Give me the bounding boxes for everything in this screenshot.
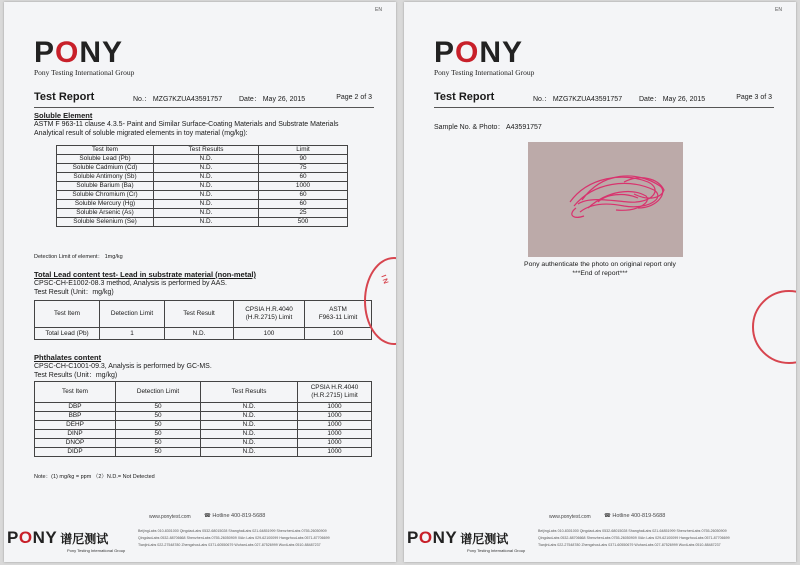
table-cell: Soluble Chromium (Cr) — [57, 191, 154, 200]
table-row — [35, 448, 372, 457]
report-number: No.： MZG7KZUA43591757 — [533, 96, 623, 103]
text-span: XiAn Labs 029-62100099 — [637, 536, 679, 540]
table-cell: 1000 — [298, 403, 372, 412]
table-cell: N.D. — [154, 191, 259, 200]
text-span: NY — [79, 36, 124, 69]
text-span: BeijingLabs 010-8301000 — [138, 529, 179, 533]
text-span: (H.R.2715) Limit — [245, 314, 293, 321]
table-cell: Soluble Barium (Ba) — [57, 182, 154, 191]
table-cell: 1000 — [298, 439, 372, 448]
table-cell: 1000 — [259, 182, 348, 191]
section-title: Phthalates content — [34, 353, 102, 362]
sample-label: Sample No. & Photo： A43591757 — [434, 124, 542, 131]
table-cell: 90 — [259, 155, 348, 164]
table-row — [35, 439, 372, 448]
phthalates-table — [34, 381, 372, 457]
table-cell: N.D. — [201, 412, 298, 421]
logo-subtitle: Pony Testing International Group — [434, 68, 535, 77]
report-header — [434, 91, 772, 105]
table-cell: Soluble Arsenic (As) — [57, 209, 154, 218]
table-cell: N.D. — [201, 403, 298, 412]
photo-caption: Pony authenticate the photo on original report only — [524, 261, 676, 268]
table-cell: Test Item — [35, 301, 100, 328]
section-method: CPSC-CH-C1001-09.3, Analysis is performed by GC-MS. — [34, 363, 212, 370]
text-span: QingdaoLabs 0532-88706668 — [138, 536, 186, 540]
text-span: HangzhouLabs 0571-87706699 — [679, 536, 730, 540]
footer-lab-list — [138, 528, 388, 549]
table-cell: Soluble Antimony (Sb) — [57, 173, 154, 182]
text-span: WuxiLabs 0510-88487237 — [278, 543, 321, 547]
stamp-text: IN — [379, 274, 390, 287]
text-span: HangzhouLabs 0571-87706699 — [279, 536, 330, 540]
table-cell: 500 — [259, 218, 348, 227]
text-span: 谱尼测试 — [60, 532, 109, 546]
pony-logo — [34, 36, 135, 77]
text-span: CPSIA H.R.4040 — [310, 384, 359, 391]
text-span: P — [34, 36, 56, 69]
text-span: P — [434, 36, 456, 69]
section-title: Total Lead content test- Lead in substrate material (non-metal) — [34, 270, 256, 279]
text-span: QingdaoLabs 0532-68015028 — [179, 529, 228, 533]
table-cell: N.D. — [201, 439, 298, 448]
text-span: ShanghaiLabs 021-64851999 — [228, 529, 276, 533]
table-cell: 100 — [305, 328, 372, 340]
text-span: ShanghaiLabs 021-64851999 — [628, 529, 676, 533]
footer-logo — [407, 530, 525, 553]
text-span: O — [418, 528, 433, 547]
table-cell: 1 — [100, 328, 165, 340]
table-row — [35, 328, 372, 340]
text-span: ZhengzhouLabs 0371-60550679 — [581, 543, 634, 547]
section-method: ASTM F 963-11 clause 4.3.5- Paint and Similar Surface-Coating Materials and Substrate Materials — [34, 121, 339, 128]
report-title: Test Report — [34, 91, 95, 103]
table-cell: 50 — [116, 430, 201, 439]
pink-cord-image — [528, 142, 683, 257]
text-span: CPSIA H.R.4040 — [245, 306, 293, 313]
sample-photo — [528, 142, 683, 257]
table-row — [57, 218, 348, 227]
report-header — [34, 91, 372, 105]
section-unit: Test Results (Unit：mg/kg) — [34, 372, 118, 379]
report-date: Date： May 26, 2015 — [239, 96, 306, 103]
text-span: TianjinLabs 022-27548780 — [538, 543, 581, 547]
footer-website: www.ponytest.com — [149, 514, 191, 520]
text-span: O — [55, 36, 80, 69]
table-cell: N.D. — [154, 164, 259, 173]
section-method: CPSC-CH-E1002-08.3 method, Analysis is performed by AAS. — [34, 280, 227, 287]
table-cell: Test Results — [154, 146, 259, 155]
table-cell: DINP — [35, 430, 116, 439]
text-span: TianjinLabs 022-27548780 — [138, 543, 181, 547]
section-intro: Analytical result of soluble migrated elements in toy material (mg/kg): — [34, 130, 248, 137]
table-cell: Soluble Mercury (Hg) — [57, 200, 154, 209]
table-cell: 50 — [116, 403, 201, 412]
table-header-row — [35, 301, 372, 328]
pony-logo — [434, 36, 535, 77]
table-cell: 1000 — [298, 430, 372, 439]
text-span: ShenzhenLabs 0755-26050909 — [676, 529, 727, 533]
report-number: No.： MZG7KZUA43591757 — [133, 96, 223, 103]
table-row — [35, 430, 372, 439]
table-row — [57, 155, 348, 164]
text-span: WuhanLabs 027-87526999 — [634, 543, 678, 547]
text-span: ASTM — [329, 306, 347, 313]
text-span: ShenzhenLabs 0755-26050909 — [186, 536, 237, 540]
table-cell — [234, 301, 305, 328]
table-cell: 1000 — [298, 448, 372, 457]
table-cell: DNOP — [35, 439, 116, 448]
text-span: WuhanLabs 027-87526999 — [234, 543, 278, 547]
table-row — [35, 421, 372, 430]
table-cell: DBP — [35, 403, 116, 412]
footer-website: www.ponytest.com — [549, 514, 591, 520]
page-number: Page 3 of 3 — [736, 94, 772, 101]
table-cell — [305, 301, 372, 328]
table-cell: N.D. — [201, 430, 298, 439]
table-cell: Detection Limit — [100, 301, 165, 328]
table-cell: Detection Limit — [116, 382, 201, 403]
text-span — [407, 528, 457, 547]
soluble-element-section — [34, 111, 339, 138]
table-cell: 50 — [116, 421, 201, 430]
report-title: Test Report — [434, 91, 495, 103]
logo-subtitle: Pony Testing International Group — [34, 68, 135, 77]
text-span: (H.R.2715) Limit — [311, 392, 358, 399]
section-unit: Test Result (Unit：mg/kg) — [34, 289, 114, 296]
footer-hotline: ☎ Hotline 400-819-5688 — [204, 513, 266, 519]
report-page-2 — [4, 2, 396, 562]
report-date: Date： May 26, 2015 — [639, 96, 706, 103]
text-span: F963-11 Limit — [318, 314, 358, 321]
table-header-row — [35, 382, 372, 403]
table-cell: 50 — [116, 448, 201, 457]
header-divider — [434, 107, 774, 108]
table-cell: Soluble Cadmium (Cd) — [57, 164, 154, 173]
table-cell: Test Result — [165, 301, 234, 328]
red-stamp — [752, 290, 796, 364]
text-span: WuxiLabs 0510-88487237 — [678, 543, 721, 547]
text-span: QingdaoLabs 0532-88706668 — [538, 536, 586, 540]
language-mark: EN — [775, 7, 782, 13]
table-cell: 60 — [259, 173, 348, 182]
table-cell: N.D. — [154, 182, 259, 191]
table-row — [57, 173, 348, 182]
table-cell: DIDP — [35, 448, 116, 457]
table-cell: Test Item — [57, 146, 154, 155]
text-span: QingdaoLabs 0532-68015028 — [579, 529, 628, 533]
table-cell: Test Results — [201, 382, 298, 403]
text-span: Pony Testing International Group — [467, 548, 526, 553]
page-footer — [4, 508, 396, 562]
table-cell: Soluble Lead (Pb) — [57, 155, 154, 164]
report-page-3 — [404, 2, 796, 562]
table-cell: 60 — [259, 200, 348, 209]
end-of-report: ***End of report*** — [572, 270, 628, 277]
header-divider — [34, 107, 374, 108]
table-row — [35, 403, 372, 412]
table-cell — [298, 382, 372, 403]
text-span: NY — [32, 528, 58, 547]
text-span: ShenzhenLabs 0755-26050909 — [586, 536, 637, 540]
table-cell: 50 — [116, 412, 201, 421]
table-cell: N.D. — [154, 209, 259, 218]
text-span: BeijingLabs 010-8301000 — [538, 529, 579, 533]
table-cell: N.D. — [154, 173, 259, 182]
text-span: O — [18, 528, 33, 547]
table-cell: 1000 — [298, 421, 372, 430]
table-cell: 75 — [259, 164, 348, 173]
table-cell: N.D. — [154, 200, 259, 209]
table-row — [57, 200, 348, 209]
table-row — [57, 182, 348, 191]
table-cell: 25 — [259, 209, 348, 218]
page-number: Page 2 of 3 — [336, 94, 372, 101]
table-row — [35, 412, 372, 421]
section-title: Soluble Element — [34, 111, 93, 120]
text-span: ZhengzhouLabs 0371-60550679 — [181, 543, 234, 547]
table-cell: 1000 — [298, 412, 372, 421]
soluble-element-table — [56, 145, 348, 227]
table-cell: N.D. — [201, 421, 298, 430]
text-span: XiAn Labs 029-62100099 — [237, 536, 279, 540]
table-cell: N.D. — [154, 155, 259, 164]
table-cell: N.D. — [165, 328, 234, 340]
text-span: NY — [432, 528, 458, 547]
text-span: P — [407, 528, 419, 547]
text-span: O — [455, 36, 480, 69]
table-header-row — [57, 146, 348, 155]
language-mark: EN — [375, 7, 382, 13]
total-lead-section — [34, 270, 256, 297]
table-cell: N.D. — [201, 448, 298, 457]
detection-limit-note: Detection Limit of element： 1mg/kg — [34, 254, 123, 260]
text-span — [7, 528, 57, 547]
page-footer — [404, 508, 796, 562]
total-lead-table — [34, 300, 372, 340]
table-row — [57, 191, 348, 200]
table-cell: Soluble Selenium (Se) — [57, 218, 154, 227]
table-cell: N.D. — [154, 218, 259, 227]
table-row — [57, 209, 348, 218]
text-span: 谱尼测试 — [460, 532, 509, 546]
table-cell: Total Lead (Pb) — [35, 328, 100, 340]
units-note: Note：(1) mg/kg = ppm （2）N.D.= Not Detected — [34, 474, 155, 480]
table-cell: DEHP — [35, 421, 116, 430]
footer-hotline: ☎ Hotline 400-819-5688 — [604, 513, 666, 519]
table-cell: 60 — [259, 191, 348, 200]
table-cell: Test Item — [35, 382, 116, 403]
table-cell: BBP — [35, 412, 116, 421]
table-row — [57, 164, 348, 173]
table-cell: 50 — [116, 439, 201, 448]
text-span: NY — [479, 36, 524, 69]
table-cell: Limit — [259, 146, 348, 155]
text-span: Pony Testing International Group — [67, 548, 126, 553]
table-cell: 100 — [234, 328, 305, 340]
phthalates-section — [34, 353, 212, 380]
text-span: P — [7, 528, 19, 547]
footer-logo — [7, 530, 125, 553]
footer-lab-list — [538, 528, 788, 549]
text-span: ShenzhenLabs 0755-26050909 — [276, 529, 327, 533]
